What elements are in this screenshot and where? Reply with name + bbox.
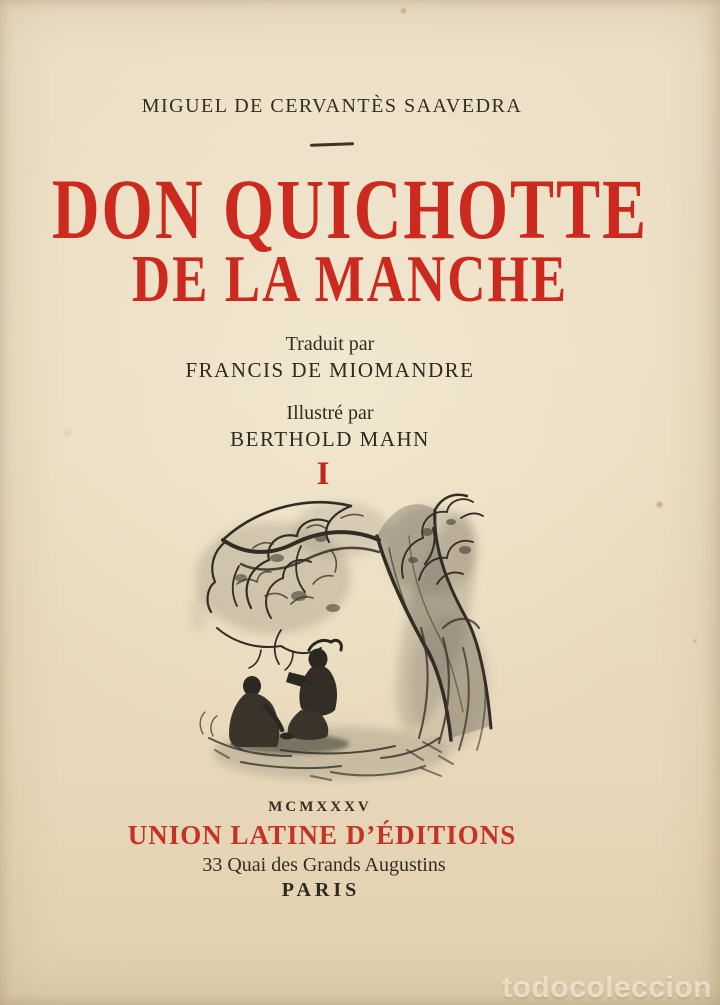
publisher-city: PARIS: [281, 879, 361, 901]
foxing-spot: [692, 638, 698, 644]
foxing-spot: [400, 7, 407, 15]
book-title-line1: DON QUICHOTTE: [51, 162, 649, 258]
foxing-spot: [60, 428, 74, 438]
publisher-name: UNION LATINE D’ÉDITIONS: [127, 820, 517, 850]
publisher-address: 33 Quai des Grands Augustins: [202, 854, 446, 876]
translator-name: FRANCIS DE MIOMANDRE: [185, 358, 475, 382]
publication-year: MCMXXXV: [268, 799, 372, 815]
author-line: MIGUEL DE CERVANTÈS SAAVEDRA: [141, 95, 523, 117]
illustrator-label: Illustré par: [286, 402, 374, 424]
ornament-rule: [310, 142, 354, 146]
illustrator-name: BERTHOLD MAHN: [230, 427, 430, 451]
seated-figures: [229, 640, 349, 754]
title-page-illustration: [181, 488, 543, 804]
book-title-line2: DE LA MANCHE: [131, 243, 569, 316]
watermark-text: todocoleccion: [502, 971, 712, 1004]
foxing-spot: [655, 500, 664, 509]
translator-label: Traduit par: [285, 333, 375, 355]
volume-numeral: I: [316, 456, 330, 492]
